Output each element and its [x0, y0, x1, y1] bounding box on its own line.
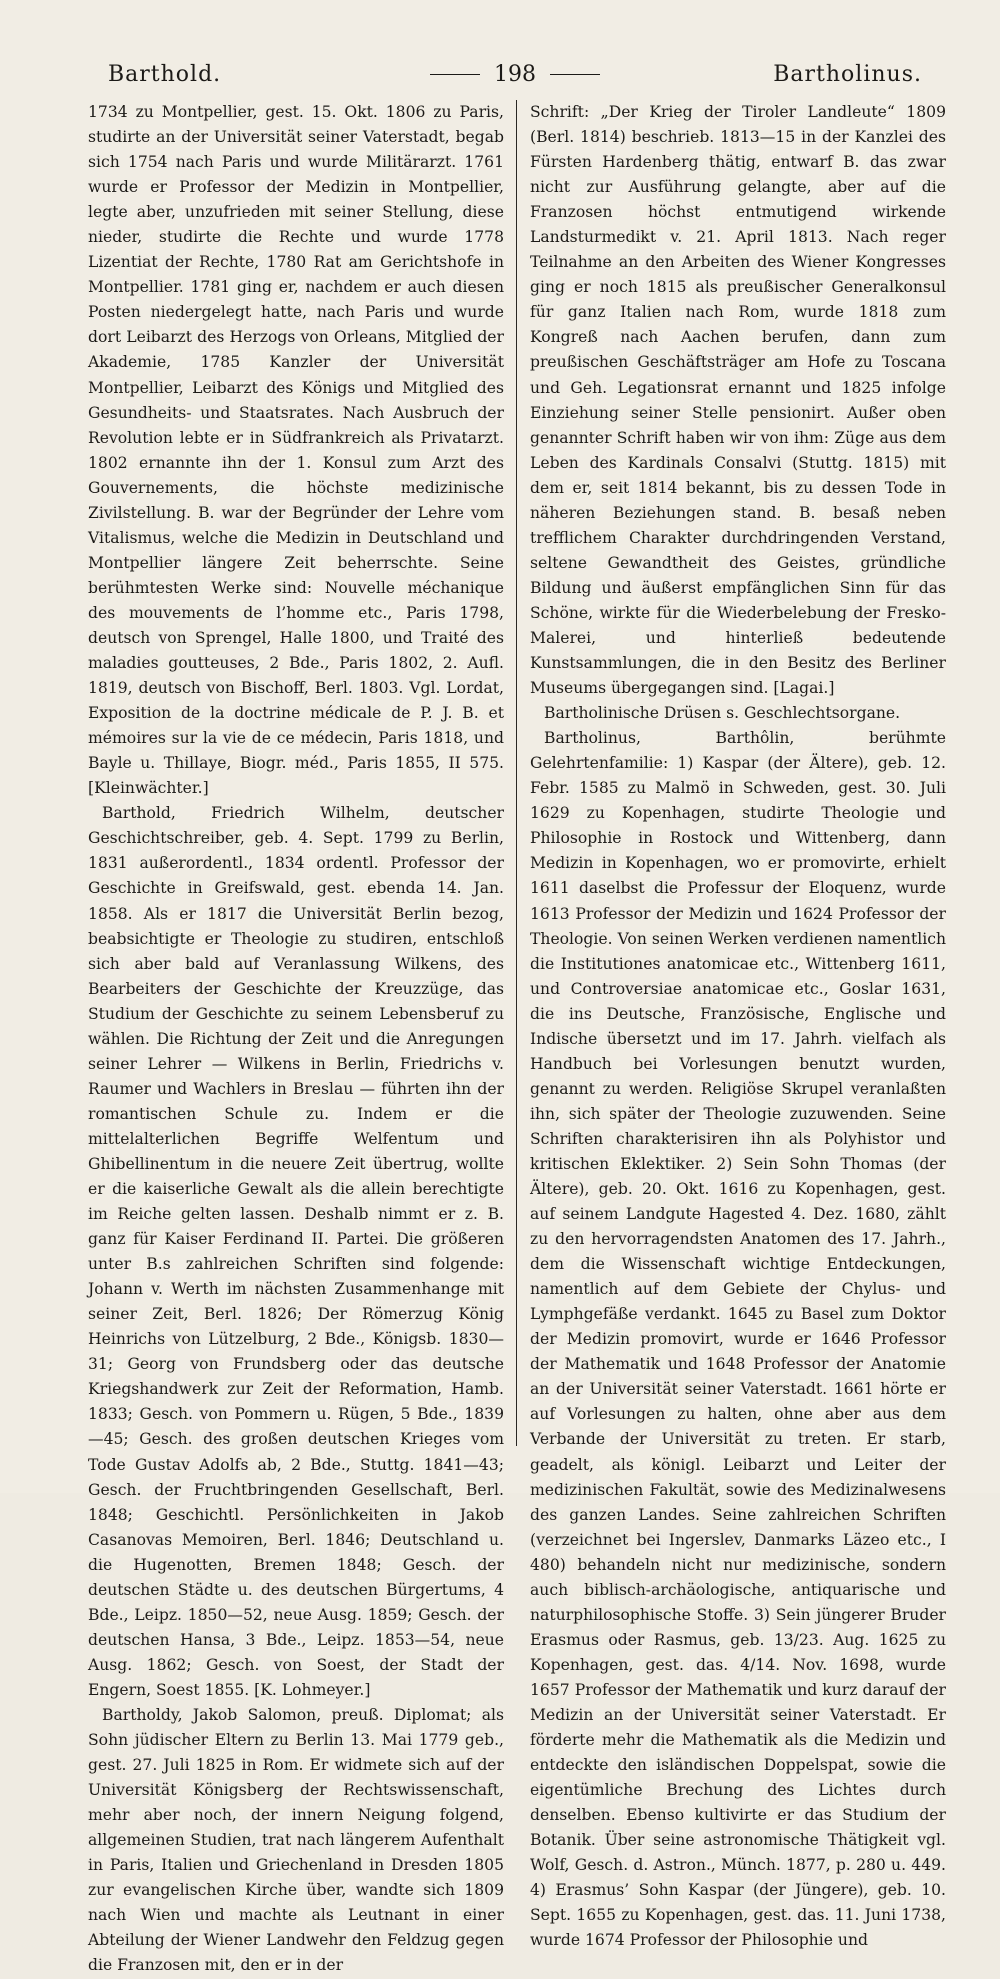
left-column [88, 100, 504, 1975]
entry-bartholinische-druesen: Bartholinische Drüsen s. Geschlechtsorgane. [544, 704, 901, 723]
column-divider [516, 100, 517, 1446]
running-title-left: Barthold. [108, 62, 222, 87]
running-title-right: Bartholinus. [773, 62, 922, 87]
entry-barthold: Barthold, Friedrich Wilhelm, deutscher Geschichtschreiber, geb. 4. Sept. 1799 zu Berlin, 1831 außerordentl., 1834 ordentl. Professor der Geschichte in Greifswald, gest. ebenda 14. Jan. 1858. Als er 1817 die Universität Berlin bezog, beabsichtigte er Theologie zu studiren, entschloß sich aber bald auf Veranlassung Wilkens, des Bearbeiters der Geschichte der Kreuzzüge, das Studium der Geschichte zu seinem Lebensberuf zu wählen. Die Richtung der Zeit und die Anregungen seiner Lehrer — Wilkens in Berlin, Friedrichs v. Raumer und Wachlers in Breslau — führten ihn der romantischen Schule zu. Indem er die mittelalterlichen Begriffe Welfentum und Ghibellinentum in die neuere Zeit übertrug, wollte er die kaiserliche Gewalt als die allein berechtigte im Reiche gelten lassen. Deshalb nimmt er z. B. ganz für Kaiser Ferdinand II. Partei. Die größeren unter B.s zahlreichen Schriften sind folgende: Johann v. Werth im nächsten Zusammenhange mit seiner Zeit, Berl. 1826; Der Römerzug König Heinrichs von Lützelburg, 2 Bde., Königsb. 1830—31; Georg von Frundsberg oder das deutsche Kriegshandwerk zur Zeit der Reformation, Hamb. 1833; Gesch. von Pommern u. Rügen, 5 Bde., 1839—45; Gesch. des großen deutschen Krieges vom Tode Gustav Adolfs ab, 2 Bde., Stuttg. 1841—43; Gesch. der Fruchtbringenden Gesellschaft, Berl. 1848; Geschichtl. Persönlichkeiten in Jakob Casanovas Memoiren, Berl. 1846; Deutschland u. die Hugenotten, Bremen 1848; Gesch. der deutschen Städte u. des deutschen Bürgertums, 4 Bde., Leipz. 1850—52, neue Ausg. 1859; Gesch. der deutschen Hansa, 3 Bde., Leipz. 1853—54, neue Ausg. 1862; Gesch. von Soest, der Stadt der Engern, Soest 1855. [K. Lohmeyer.] [88, 804, 504, 1699]
page-number-block [430, 62, 600, 87]
entry-bartholinus: Bartholinus, Barthôlin, berühmte Gelehrtenfamilie: 1) Kaspar (der Ältere), geb. 12. Febr. 1585 zu Malmö in Schweden, gest. 30. Juli 1629 zu Kopenhagen, studirte Theologie und Philosophie in Rostock und Wittenberg, dann Medizin in Kopenhagen, wo er promovirte, erhielt 1611 daselbst die Professur der Eloquenz, wurde 1613 Professor der Medizin und 1624 Professor der Theologie. Von seinen Werken verdienen namentlich die Institutiones anatomicae etc., Wittenberg 1611, und Controversiae anatomicae etc., Goslar 1631, die ins Deutsche, Französische, Englische und Indische übersetzt und im 17. Jahrh. vielfach als Handbuch bei Vorlesungen benutzt wurden, genannt zu werden. Religiöse Skrupel veranlaßten ihn, sich später der Theologie zuzuwenden. Seine Schriften charakterisiren ihn als Polyhistor und kritischen Eklektiker. 2) Sein Sohn Thomas (der Ältere), geb. 20. Okt. 1616 zu Kopenhagen, gest. auf seinem Landgute Hagested 4. Dez. 1680, zählt zu den hervorragendsten Anatomen des 17. Jahrh., dem die Wissenschaft wichtige Entdeckungen, namentlich auf dem Gebiete der Chylus- und Lymphgefäße verdankt. 1645 zu Basel zum Doktor der Medizin promovirt, wurde er 1646 Professor der Mathematik und 1648 Professor der Anatomie an der Universität seiner Vaterstadt. 1661 hörte er auf Vorlesungen zu halten, ohne aber aus dem Verbande der Universität zu treten. Er starb, geadelt, als königl. Leibarzt und Leiter der medizinischen Fakultät, sowie des Medizinalwesens des ganzen Landes. Seine zahlreichen Schriften (verzeichnet bei Ingerslev, Danmarks Läzeo etc., I 480) behandeln nicht nur medizinische, sondern auch biblisch-archäologische, antiquarische und naturphilosophische Stoffe. 3) Sein jüngerer Bruder Erasmus oder Rasmus, geb. 13/23. Aug. 1625 zu Kopenhagen, gest. das. 4/14. Nov. 1698, wurde 1657 Professor der Mathematik und kurz darauf der Medizin an der Universität seiner Vaterstadt. Er förderte mehr die Mathematik als die Medizin und entdeckte den isländischen Doppelspat, sowie die eigentümliche Brechung des Lichtes durch denselben. Ebenso kultivirte er das Studium der Botanik. Über seine astronomische Thätigkeit vgl. Wolf, Gesch. d. Astron., Münch. 1877, p. 280 u. 449. 4) Erasmus’ Sohn Kaspar (der Jüngere), geb. 10. Sept. 1655 zu Kopenhagen, gest. das. 11. Juni 1738, wurde 1674 Professor der Philosophie und [530, 729, 946, 1950]
header-rule-right [550, 74, 600, 75]
entry-barthez-continued: 1734 zu Montpellier, gest. 15. Okt. 1806 zu Paris, studirte an der Universität seiner Vaterstadt, begab sich 1754 nach Paris und wurde Militärarzt. 1761 wurde er Professor der Medizin in Montpellier, legte aber, unzufrieden mit seiner Stellung, diese nieder, studirte die Rechte und wurde 1778 Lizentiat der Rechte, 1780 Rat am Gerichtshofe in Montpellier. 1781 ging er, nachdem er auch diesen Posten niedergelegt hatte, nach Paris und wurde dort Leibarzt des Herzogs von Orleans, Mitglied der Akademie, 1785 Kanzler der Universität Montpellier, Leibarzt des Königs und Mitglied des Gesundheits- und Staatsrates. Nach Ausbruch der Revolution lebte er in Südfrankreich als Privatarzt. 1802 ernannte ihn der 1. Konsul zum Arzt des Gouvernements, die höchste medizinische Zivilstellung. B. war der Begründer der Lehre vom Vitalismus, welche die Medizin in Deutschland und Montpellier längere Zeit beherrschte. Seine berühmtesten Werke sind: Nouvelle méchanique des mouvements de l’homme etc., Paris 1798, deutsch von Sprengel, Halle 1800, und Traité des maladies goutteuses, 2 Bde., Paris 1802, 2. Aufl. 1819, deutsch von Bischoff, Berl. 1803. Vgl. Lordat, Exposition de la doctrine médicale de P. J. B. et mémoires sur la vie de ce médecin, Paris 1818, und Bayle u. Thillaye, Biogr. méd., Paris 1855, II 575. [Kleinwächter.] [88, 103, 504, 798]
right-column [530, 100, 946, 1950]
page-number: 198 [494, 62, 536, 87]
running-header [108, 62, 922, 96]
header-rule-left [430, 74, 480, 75]
entry-bartholdy: Bartholdy, Jakob Salomon, preuß. Diplomat; als Sohn jüdischer Eltern zu Berlin 13. Mai 1779 geb., gest. 27. Juli 1825 in Rom. Er widmete sich auf der Universität Königsberg der Rechtswissenschaft, mehr aber noch, der innern Neigung folgend, allgemeinen Studien, trat nach längerem Aufenthalt in Paris, Italien und Griechenland in Dresden 1805 zur evangelischen Kirche über, wandte sich 1809 nach Wien und machte als Leutnant in einer Abteilung der Wiener Landwehr den Feldzug gegen die Franzosen mit, den er in der [88, 1706, 504, 1975]
entry-bartholdy-continued: Schrift: „Der Krieg der Tiroler Landleute“ 1809 (Berl. 1814) beschrieb. 1813—15 in der Kanzlei des Fürsten Hardenberg thätig, entwarf B. das zwar nicht zur Ausführung gelangte, aber auf die Franzosen höchst entmutigend wirkende Landsturmedikt v. 21. April 1813. Nach reger Teilnahme an den Arbeiten des Wiener Kongresses ging er noch 1815 als preußischer Generalkonsul für ganz Italien nach Rom, wurde 1818 zum Kongreß nach Aachen berufen, dann zum preußischen Geschäftsträger am Hofe zu Toscana und Geh. Legationsrat ernannt und 1825 infolge Einziehung seiner Stelle pensionirt. Außer oben genannter Schrift haben wir von ihm: Züge aus dem Leben des Kardinals Consalvi (Stuttg. 1815) mit dem er, seit 1814 bekannt, bis zu dessen Tode in näheren Beziehungen stand. B. besaß neben trefflichem Charakter durchdringenden Verstand, seltene Gewandtheit des Geistes, gründliche Bildung und äußerst empfänglichen Sinn für das Schöne, wirkte für die Wiederbelebung der Fresko-Malerei, und hinterließ bedeutende Kunstsammlungen, die in den Besitz des Berliner Museums übergegangen sind. [Lagai.] [530, 103, 946, 698]
